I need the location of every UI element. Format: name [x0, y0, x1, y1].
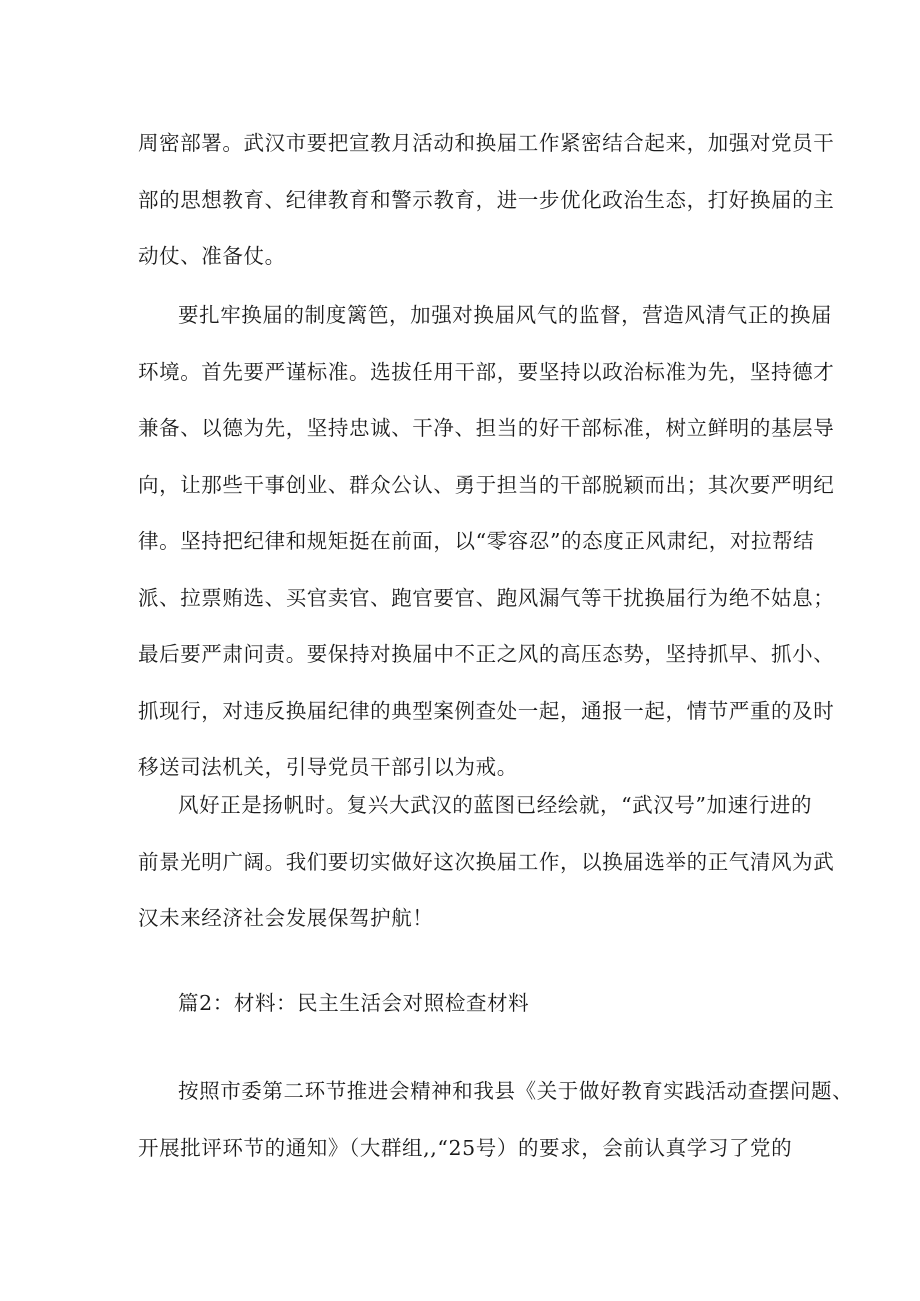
text-line: 按照市委第二环节推进会精神和我县《关于做好教育实践活动查摆问题、: [178, 1079, 854, 1103]
paragraph-1: [138, 115, 835, 285]
paragraph-2: [138, 287, 835, 796]
text-line: 最后要严肃问责。要保持对换届中不正之风的高压态势，坚持抓早、抓小、: [138, 642, 835, 666]
paragraph-3: [138, 777, 835, 947]
text-line: 环境。首先要严谨标准。选拔任用干部，要坚持以政治标准为先，坚持德才: [138, 359, 835, 384]
text-line: 汉未来经济社会发展保驾护航！: [138, 906, 434, 930]
section-heading: 篇2：材料：民主生活会对照检查材料: [178, 991, 530, 1015]
text-line: 动仗、准备仗。: [138, 244, 286, 268]
text-line: 律。坚持把纪律和规矩挺在前面，以“零容忍”的态度正风肃纪，对拉帮结: [138, 529, 815, 553]
text-line: 抓现行，对违反换届纪律的典型案例查处一起，通报一起，情节严重的及时: [138, 698, 835, 723]
paragraph-4: [138, 1063, 854, 1176]
text-line: 移送司法机关，引导党员干部引以为戒。: [138, 755, 518, 779]
text-line: 要扎牢换届的制度篱笆，加强对换届风气的监督，营造风清气正的换届: [178, 303, 833, 327]
text-line: 派、拉票贿选、买官卖官、跑官要官、跑风漏气等干扰换届行为绝不姑息；: [138, 585, 835, 610]
text-line: 部的思想教育、纪律教育和警示教育，进一步优化政治生态，打好换届的主: [138, 187, 835, 212]
text-line: 风好正是扬帆时。复兴大武汉的蓝图已经绘就，“武汉号”加速行进的: [178, 793, 813, 817]
text-line: 周密部署。武汉市要把宣教月活动和换届工作紧密结合起来，加强对党员干: [138, 131, 835, 155]
text-line: 向，让那些干事创业、群众公认、勇于担当的干部脱颖而出；其次要严明纪: [138, 472, 835, 497]
text-line: 兼备、以德为先，坚持忠诚、干净、担当的好干部标准，树立鲜明的基层导: [138, 416, 835, 440]
text-line: 开展批评环节的通知》（大群组,,“25号）的要求，会前认真学习了党的: [138, 1135, 793, 1160]
text-line: 前景光明广阔。我们要切实做好这次换届工作，以换届选举的正气清风为武: [138, 849, 835, 874]
